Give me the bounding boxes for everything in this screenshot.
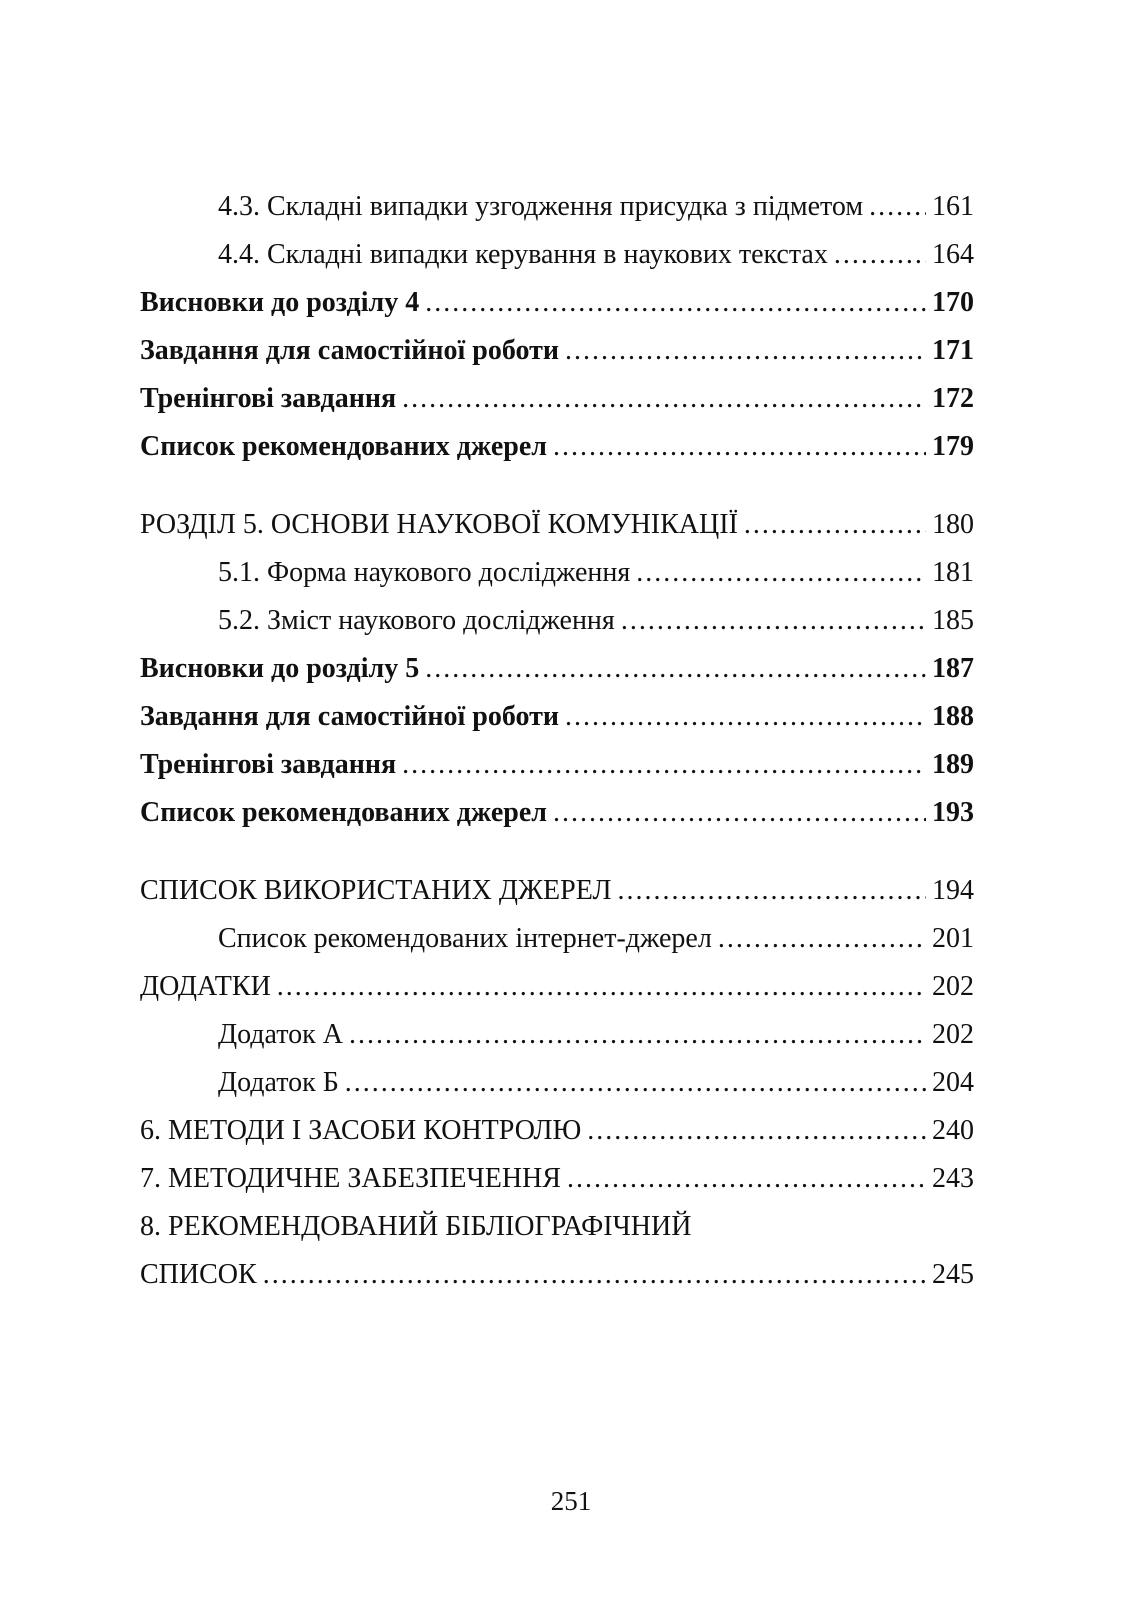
toc-entry [140,1066,974,1100]
dot-leader [425,652,926,686]
dot-leader [553,430,926,464]
toc-entry-label: Завдання для самостійної роботи [140,335,560,366]
toc-page-number: 202 [932,971,974,1002]
toc-page-number: 164 [932,239,974,270]
dot-leader [277,970,926,1004]
dot-leader [869,190,926,224]
toc-page-number: 172 [932,383,974,414]
toc-page-number: 180 [932,509,974,540]
toc-page-number: 240 [932,1115,974,1146]
toc-page-number: 204 [932,1067,974,1098]
toc-entry [140,508,974,542]
toc-page-number: 193 [932,797,974,828]
toc-entry-label: 5.2. Зміст наукового дослідження [218,605,615,636]
dot-leader [744,508,926,542]
toc-page-number: 185 [932,605,974,636]
toc-entry [140,286,974,320]
toc-entry-label: СПИСОК ВИКОРИСТАНИХ ДЖЕРЕЛ [140,875,612,906]
toc-entry-label: Завдання для самостійної роботи [140,701,560,732]
toc-entry-label: 5.1. Форма наукового дослідження [218,557,631,588]
toc-entry [140,556,974,590]
toc-entry-label: Список рекомендованих джерел [140,431,547,462]
toc-page-number: 189 [932,749,974,780]
toc-entry [140,1162,974,1196]
toc-page-number: 171 [932,335,974,366]
dot-leader [402,748,926,782]
dot-leader [345,1066,926,1100]
toc-page-number: 202 [932,1019,974,1050]
toc-entry [140,238,974,272]
dot-leader [636,556,926,590]
toc-page-number: 188 [932,701,974,732]
toc-entry-label: Список рекомендованих джерел [140,797,547,828]
dot-leader [553,796,926,830]
dot-leader [565,334,926,368]
dot-leader [425,286,926,320]
toc-entry-continuation [140,1258,974,1292]
toc-entry-label: Тренінгові завдання [140,749,397,780]
toc-entry [140,652,974,686]
toc-entry-label: 4.4. Складні випадки керування в наукових текстах [218,239,828,270]
toc-page-number: 161 [932,191,974,222]
toc-entry [140,796,974,830]
toc-entry-label: Додаток А [218,1019,343,1050]
dot-leader [567,1162,926,1196]
table-of-contents [140,190,974,1292]
toc-entry [140,874,974,908]
toc-entry [140,334,974,368]
dot-leader [621,604,926,638]
toc-entry-label: СПИСОК [140,1259,257,1290]
dot-leader [617,874,926,908]
toc-page-number: 181 [932,557,974,588]
toc-entry [140,748,974,782]
toc-page-number: 243 [932,1163,974,1194]
toc-entry [140,1114,974,1148]
toc-entry-label: 7. МЕТОДИЧНЕ ЗАБЕЗПЕЧЕННЯ [140,1163,561,1194]
toc-entry [140,922,974,956]
toc-entry-label: Тренінгові завдання [140,383,397,414]
dot-leader [402,382,926,416]
dot-leader [718,922,926,956]
toc-entry-label: ДОДАТКИ [140,971,271,1002]
dot-leader [587,1114,926,1148]
toc-entry-label: Висновки до розділу 5 [140,653,420,684]
toc-page-number: 179 [932,431,974,462]
toc-entry-label: Висновки до розділу 4 [140,287,420,318]
toc-entry-label: 6. МЕТОДИ І ЗАСОБИ КОНТРОЛЮ [140,1115,582,1146]
toc-entry [140,604,974,638]
toc-entry-label: Додаток Б [218,1067,339,1098]
toc-entry [140,430,974,464]
toc-page-number: 201 [932,923,974,954]
toc-entry [140,1018,974,1052]
dot-leader [349,1018,926,1052]
toc-entry-label: 4.3. Складні випадки узгодження присудка з підметом [218,191,864,222]
toc-page-number: 194 [932,875,974,906]
toc-entry-label: РОЗДІЛ 5. ОСНОВИ НАУКОВОЇ КОМУНІКАЦІЇ [140,509,738,540]
dot-leader [565,700,926,734]
toc-page-number: 187 [932,653,974,684]
toc-page-number: 170 [932,287,974,318]
toc-entry-label: Список рекомендованих інтернет-джерел [218,923,712,954]
footer-page-number: 251 [550,1486,592,1516]
toc-entry [140,700,974,734]
toc-entry [140,190,974,224]
toc-entry [140,1210,974,1292]
toc-page-number: 245 [932,1259,974,1290]
toc-entry-label: 8. РЕКОМЕНДОВАНИЙ БІБЛІОГРАФІЧНИЙ [140,1211,692,1242]
toc-entry [140,382,974,416]
dot-leader [263,1258,926,1292]
dot-leader [834,238,926,272]
toc-entry [140,970,974,1004]
